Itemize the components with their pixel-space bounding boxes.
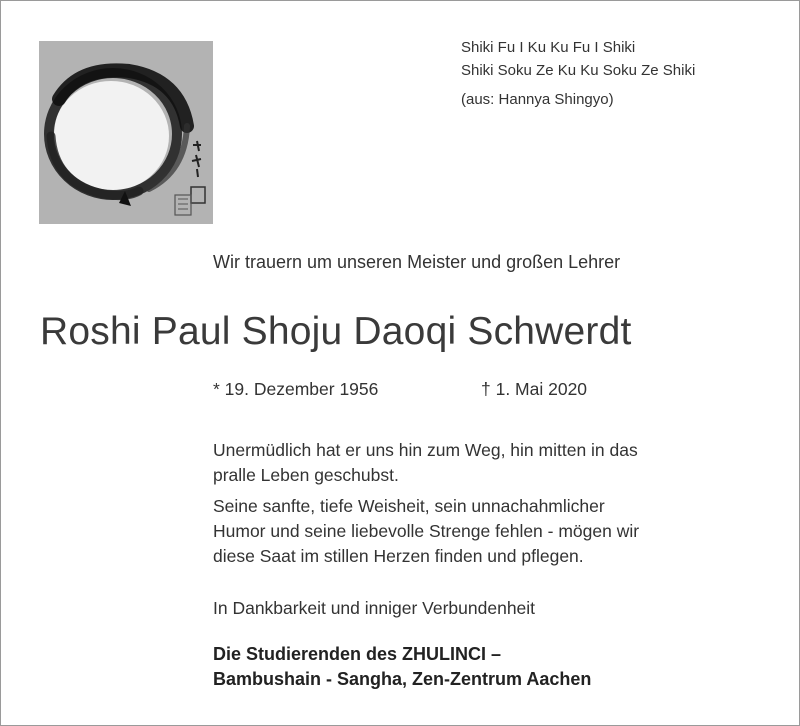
paragraph-line: pralle Leben geschubst. <box>213 465 399 485</box>
thanks-line: In Dankbarkeit und inniger Verbundenheit <box>213 598 536 618</box>
sutra-quote <box>461 36 695 82</box>
signer-line: Die Studierenden des ZHULINCI – <box>213 644 502 664</box>
signer-line: Bambushain - Sangha, Zen-Zentrum Aachen <box>213 669 592 689</box>
paragraph-line: Unermüdlich hat er uns hin zum Weg, hin mitten in das <box>213 440 638 460</box>
mourning-intro: Wir trauern um unseren Meister und großen Lehrer <box>213 252 621 272</box>
birth-date: * 19. Dezember 1956 <box>213 379 379 399</box>
quote-line: Shiki Fu I Ku Ku Fu I Shiki <box>461 39 636 56</box>
death-date: † 1. Mai 2020 <box>481 379 588 399</box>
tribute-paragraph-1 <box>213 438 638 488</box>
tribute-paragraph-2 <box>213 494 639 569</box>
quote-line: Shiki Soku Ze Ku Ku Soku Ze Shiki <box>461 62 696 79</box>
paragraph-line: Humor und seine liebevolle Strenge fehlen - mögen wir <box>213 521 640 541</box>
quote-source: (aus: Hannya Shingyo) <box>461 91 614 108</box>
deceased-name: Roshi Paul Shoju Daoqi Schwerdt <box>40 310 632 353</box>
paragraph-line: Seine sanfte, tiefe Weisheit, sein unnachahmlicher <box>213 496 605 516</box>
enso-calligraphy-image <box>39 41 213 224</box>
signers <box>213 642 591 692</box>
paragraph-line: diese Saat im stillen Herzen finden und pflegen. <box>213 546 584 566</box>
